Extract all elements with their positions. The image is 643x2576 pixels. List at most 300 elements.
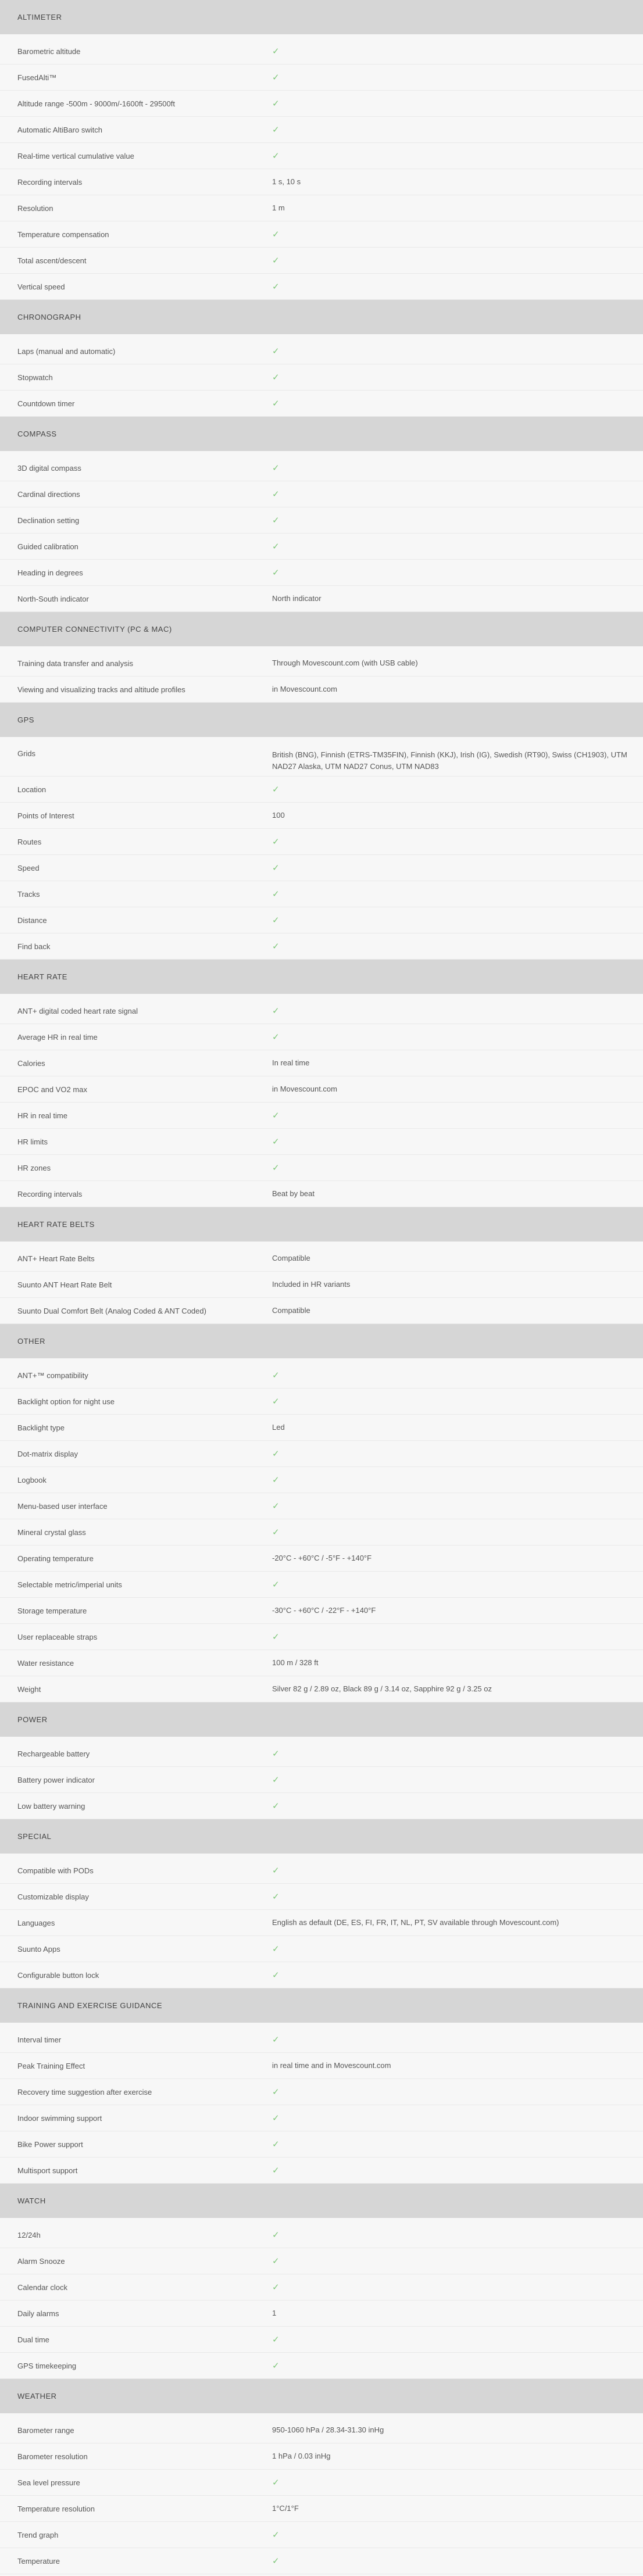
spec-label: HR in real time xyxy=(17,1111,67,1120)
spec-value: in real time and in Movescount.com xyxy=(272,2061,391,2070)
check-icon: ✓ xyxy=(272,1500,280,1511)
spec-row xyxy=(0,803,643,829)
spec-row xyxy=(0,1519,643,1545)
spec-label: Rechargeable battery xyxy=(17,1749,90,1758)
spec-row xyxy=(0,1741,643,1767)
check-icon: ✓ xyxy=(272,914,280,925)
check-icon xyxy=(272,150,643,162)
check-icon xyxy=(272,281,643,293)
spec-label: Peak Training Effect xyxy=(17,2061,85,2070)
spec-label: Recovery time suggestion after exercise xyxy=(17,2087,152,2096)
spec-value: 950-1060 hPa / 28.34-31.30 inHg xyxy=(272,2425,384,2434)
spec-row xyxy=(0,741,643,777)
check-icon xyxy=(272,124,643,136)
spec-label: ANT+™ compatibility xyxy=(17,1371,88,1380)
spec-label: Resolution xyxy=(17,203,53,213)
section-header: WEATHER xyxy=(0,2379,643,2413)
spec-row xyxy=(0,2300,643,2327)
spec-row xyxy=(0,1389,643,1415)
spec-section xyxy=(0,2184,643,2379)
check-icon: ✓ xyxy=(272,488,280,499)
check-icon: ✓ xyxy=(272,1943,280,1954)
section-header: SPECIAL xyxy=(0,1819,643,1854)
spec-row xyxy=(0,2079,643,2105)
spec-label: Indoor swimming support xyxy=(17,2113,102,2123)
check-icon xyxy=(272,1448,643,1460)
check-icon xyxy=(272,2164,643,2177)
spec-label: Selectable metric/imperial units xyxy=(17,1580,122,1589)
spec-row xyxy=(0,998,643,1024)
check-icon xyxy=(272,541,643,553)
check-icon: ✓ xyxy=(272,1474,280,1485)
spec-row xyxy=(0,1076,643,1103)
check-icon: ✓ xyxy=(272,398,280,409)
spec-row xyxy=(0,364,643,391)
check-icon: ✓ xyxy=(272,1631,280,1642)
spec-label: Find back xyxy=(17,942,51,951)
spec-value: Led xyxy=(272,1423,285,1432)
spec-row xyxy=(0,1415,643,1441)
spec-row xyxy=(0,1598,643,1624)
spec-label: Configurable button lock xyxy=(17,1970,99,1980)
check-icon xyxy=(272,1526,643,1539)
check-icon: ✓ xyxy=(272,2034,280,2045)
spec-section xyxy=(0,2379,643,2574)
spec-row xyxy=(0,221,643,248)
spec-value: English as default (DE, ES, FI, FR, IT, NL, PT, SV available through Movescount.com) xyxy=(272,1918,559,1927)
check-icon: ✓ xyxy=(272,1865,280,1876)
spec-label: Countdown timer xyxy=(17,399,75,408)
spec-row xyxy=(0,1441,643,1467)
check-icon: ✓ xyxy=(272,1448,280,1459)
check-icon xyxy=(272,1474,643,1486)
check-icon xyxy=(272,940,643,953)
spec-section xyxy=(0,1324,643,1702)
spec-label: Dot-matrix display xyxy=(17,1449,78,1458)
spec-label: Menu-based user interface xyxy=(17,1501,108,1511)
spec-row xyxy=(0,169,643,195)
spec-label: Bike Power support xyxy=(17,2139,83,2149)
check-icon: ✓ xyxy=(272,1579,280,1590)
check-icon xyxy=(272,888,643,900)
spec-section xyxy=(0,1988,643,2184)
spec-label: ANT+ Heart Rate Belts xyxy=(17,1254,95,1263)
spec-label: Distance xyxy=(17,915,47,925)
check-icon xyxy=(272,2281,643,2294)
spec-row xyxy=(0,677,643,703)
spec-label: Barometric altitude xyxy=(17,46,81,56)
spec-label: Barometer range xyxy=(17,2425,74,2435)
check-icon: ✓ xyxy=(272,1162,280,1173)
spec-label: FusedAlti™ xyxy=(17,73,57,82)
section-header: POWER xyxy=(0,1702,643,1737)
check-icon: ✓ xyxy=(272,2334,280,2345)
check-icon: ✓ xyxy=(272,2477,280,2488)
spec-section xyxy=(0,1207,643,1324)
spec-row xyxy=(0,338,643,364)
spec-row xyxy=(0,248,643,274)
spec-row xyxy=(0,2522,643,2548)
spec-label: Automatic AltiBaro switch xyxy=(17,125,102,134)
spec-label: Logbook xyxy=(17,1475,47,1484)
spec-row xyxy=(0,143,643,169)
spec-section xyxy=(0,300,643,417)
check-icon xyxy=(272,1943,643,1955)
spec-row xyxy=(0,2496,643,2522)
check-icon xyxy=(272,1500,643,1512)
spec-row xyxy=(0,1545,643,1572)
spec-label: Recording intervals xyxy=(17,177,83,187)
spec-label: Points of Interest xyxy=(17,811,74,820)
spec-value: 1 hPa / 0.03 inHg xyxy=(272,2452,331,2460)
check-icon: ✓ xyxy=(272,281,280,292)
spec-row xyxy=(0,1050,643,1076)
spec-value: Silver 82 g / 2.89 oz, Black 89 g / 3.14 oz, Sapphire 92 g / 3.25 oz xyxy=(272,1684,492,1693)
spec-label: Heading in degrees xyxy=(17,568,83,577)
spec-row xyxy=(0,91,643,117)
check-icon: ✓ xyxy=(272,1891,280,1902)
spec-row xyxy=(0,38,643,65)
spec-row xyxy=(0,117,643,143)
spec-row xyxy=(0,855,643,881)
spec-label: HR zones xyxy=(17,1163,51,1172)
spec-label: 3D digital compass xyxy=(17,463,81,473)
spec-label: Guided calibration xyxy=(17,542,78,551)
check-icon xyxy=(272,488,643,500)
check-icon: ✓ xyxy=(272,1800,280,1811)
spec-row xyxy=(0,1910,643,1936)
spec-value: In real time xyxy=(272,1058,310,1067)
spec-row xyxy=(0,1793,643,1819)
spec-row xyxy=(0,2222,643,2248)
check-icon xyxy=(272,1891,643,1903)
spec-label: Suunto ANT Heart Rate Belt xyxy=(17,1280,112,1289)
check-icon: ✓ xyxy=(272,783,280,795)
section-header: GPS xyxy=(0,703,643,737)
spec-label: Training data transfer and analysis xyxy=(17,659,133,668)
check-icon xyxy=(272,371,643,384)
spec-row xyxy=(0,650,643,677)
check-icon: ✓ xyxy=(272,567,280,578)
check-icon xyxy=(272,1969,643,1981)
check-icon: ✓ xyxy=(272,150,280,161)
spec-row xyxy=(0,1962,643,1988)
check-icon: ✓ xyxy=(272,514,280,525)
spec-label: Average HR in real time xyxy=(17,1032,98,1042)
spec-label: Calories xyxy=(17,1058,45,1068)
spec-section xyxy=(0,703,643,960)
check-icon: ✓ xyxy=(272,228,280,239)
spec-row xyxy=(0,1858,643,1884)
spec-section xyxy=(0,1702,643,1819)
spec-row xyxy=(0,1298,643,1324)
spec-row xyxy=(0,455,643,481)
section-header: COMPASS xyxy=(0,417,643,451)
check-icon: ✓ xyxy=(272,2138,280,2149)
check-icon: ✓ xyxy=(272,1005,280,1016)
check-icon: ✓ xyxy=(272,1136,280,1147)
spec-label: EPOC and VO2 max xyxy=(17,1085,87,1094)
section-header: CHRONOGRAPH xyxy=(0,300,643,334)
spec-section xyxy=(0,960,643,1207)
spec-row xyxy=(0,2248,643,2274)
check-icon: ✓ xyxy=(272,2255,280,2266)
spec-label: Customizable display xyxy=(17,1892,89,1901)
spec-row xyxy=(0,1676,643,1702)
check-icon xyxy=(272,98,643,110)
check-icon: ✓ xyxy=(272,1969,280,1980)
check-icon xyxy=(272,2086,643,2098)
spec-row xyxy=(0,65,643,91)
check-icon: ✓ xyxy=(272,1774,280,1785)
spec-section xyxy=(0,417,643,612)
spec-value: Compatible xyxy=(272,1254,310,1262)
spec-label: Recording intervals xyxy=(17,1189,83,1198)
spec-value: British (BNG), Finnish (ETRS-TM35FIN), Finnish (KKJ), Irish (IG), Swedish (RT90), Swiss (CH1903), UTM NAD27 Alaska, UTM NAD27 Conus, UTM NAD83 xyxy=(272,750,627,771)
check-icon xyxy=(272,1579,643,1591)
check-icon xyxy=(272,45,643,58)
spec-label: Suunto Dual Comfort Belt (Analog Coded & ANT Coded) xyxy=(17,1306,206,1315)
spec-row xyxy=(0,1362,643,1389)
check-icon xyxy=(272,1162,643,1174)
spec-label: Viewing and visualizing tracks and altitude profiles xyxy=(17,685,185,694)
section-header: COMPUTER CONNECTIVITY (PC & MAC) xyxy=(0,612,643,646)
spec-value: in Movescount.com xyxy=(272,1085,337,1093)
spec-label: Storage temperature xyxy=(17,1606,87,1615)
spec-row xyxy=(0,2105,643,2131)
check-icon xyxy=(272,862,643,874)
spec-row xyxy=(0,1624,643,1650)
spec-row xyxy=(0,274,643,300)
check-icon xyxy=(272,2529,643,2541)
spec-row xyxy=(0,907,643,933)
spec-label: Cardinal directions xyxy=(17,489,80,499)
section-header: OTHER xyxy=(0,1324,643,1358)
check-icon: ✓ xyxy=(272,2555,280,2566)
spec-label: Declination setting xyxy=(17,516,80,525)
check-icon xyxy=(272,1136,643,1148)
spec-label: Speed xyxy=(17,863,40,872)
check-icon xyxy=(272,1631,643,1643)
spec-label: Vertical speed xyxy=(17,282,65,291)
spec-row xyxy=(0,2274,643,2300)
check-icon: ✓ xyxy=(272,1110,280,1121)
check-icon xyxy=(272,2112,643,2124)
spec-row xyxy=(0,1650,643,1676)
spec-row xyxy=(0,1181,643,1207)
spec-label: Operating temperature xyxy=(17,1554,94,1563)
spec-row xyxy=(0,534,643,560)
spec-row xyxy=(0,2158,643,2184)
check-icon: ✓ xyxy=(272,124,280,135)
spec-row xyxy=(0,933,643,960)
spec-row xyxy=(0,195,643,221)
spec-value: 1 xyxy=(272,2309,277,2317)
check-icon: ✓ xyxy=(272,2164,280,2176)
spec-label: Grids xyxy=(17,749,36,758)
spec-label: Laps (manual and automatic) xyxy=(17,346,116,356)
check-icon: ✓ xyxy=(272,98,280,109)
spec-row xyxy=(0,1155,643,1181)
spec-row xyxy=(0,881,643,907)
spec-label: Total ascent/descent xyxy=(17,256,87,265)
check-icon xyxy=(272,2255,643,2267)
check-icon xyxy=(272,2334,643,2346)
spec-label: HR limits xyxy=(17,1137,48,1146)
spec-row xyxy=(0,1246,643,1272)
spec-label: Altitude range -500m - 9000m/-1600ft - 29500ft xyxy=(17,99,175,108)
spec-label: Water resistance xyxy=(17,1658,74,1668)
check-icon: ✓ xyxy=(272,836,280,847)
spec-row xyxy=(0,829,643,855)
spec-label: Temperature resolution xyxy=(17,2504,95,2513)
check-icon: ✓ xyxy=(272,1396,280,1407)
spec-label: Suunto Apps xyxy=(17,1944,60,1954)
spec-label: North-South indicator xyxy=(17,594,89,603)
check-icon xyxy=(272,1800,643,1812)
spec-row xyxy=(0,1272,643,1298)
spec-label: Interval timer xyxy=(17,2035,62,2044)
spec-label: Tracks xyxy=(17,889,40,899)
check-icon xyxy=(272,567,643,579)
spec-label: Sea level pressure xyxy=(17,2478,80,2487)
spec-value: Included in HR variants xyxy=(272,1280,351,1289)
spec-row xyxy=(0,481,643,507)
spec-row xyxy=(0,1493,643,1519)
check-icon xyxy=(272,1369,643,1382)
spec-value: 100 m / 328 ft xyxy=(272,1658,319,1667)
spec-row xyxy=(0,1572,643,1598)
spec-row xyxy=(0,507,643,534)
spec-row xyxy=(0,2327,643,2353)
check-icon: ✓ xyxy=(272,1369,280,1380)
spec-label: Daily alarms xyxy=(17,2309,59,2318)
check-icon: ✓ xyxy=(272,2229,280,2240)
check-icon: ✓ xyxy=(272,1748,280,1759)
spec-row xyxy=(0,1936,643,1962)
spec-row xyxy=(0,560,643,586)
spec-value: 1 m xyxy=(272,203,285,212)
spec-label: Weight xyxy=(17,1684,41,1694)
check-icon xyxy=(272,514,643,527)
check-icon xyxy=(272,398,643,410)
check-icon: ✓ xyxy=(272,2086,280,2097)
spec-label: Backlight type xyxy=(17,1423,65,1432)
spec-row xyxy=(0,777,643,803)
spec-label: Dual time xyxy=(17,2335,49,2344)
section-header: TRAINING AND EXERCISE GUIDANCE xyxy=(0,1988,643,2023)
spec-row xyxy=(0,1767,643,1793)
spec-label: Mineral crystal glass xyxy=(17,1527,86,1537)
spec-row xyxy=(0,1884,643,1910)
spec-section xyxy=(0,612,643,703)
check-icon xyxy=(272,1748,643,1760)
spec-label: Multisport support xyxy=(17,2166,78,2175)
check-icon xyxy=(272,836,643,848)
spec-section xyxy=(0,0,643,300)
check-icon: ✓ xyxy=(272,255,280,266)
check-icon xyxy=(272,914,643,926)
spec-row xyxy=(0,1024,643,1050)
check-icon: ✓ xyxy=(272,1526,280,1537)
check-icon xyxy=(272,1031,643,1043)
check-icon: ✓ xyxy=(272,888,280,899)
spec-row xyxy=(0,391,643,417)
spec-value: Beat by beat xyxy=(272,1189,315,1198)
check-icon xyxy=(272,255,643,267)
spec-label: Backlight option for night use xyxy=(17,1397,115,1406)
spec-value: North indicator xyxy=(272,594,322,603)
section-header: WATCH xyxy=(0,2184,643,2218)
spec-row xyxy=(0,2353,643,2379)
spec-row xyxy=(0,1467,643,1493)
spec-row xyxy=(0,2417,643,2443)
spec-label: Low battery warning xyxy=(17,1801,85,1811)
spec-row xyxy=(0,586,643,612)
spec-label: Trend graph xyxy=(17,2530,59,2539)
spec-label: Languages xyxy=(17,1918,55,1927)
check-icon: ✓ xyxy=(272,45,280,56)
spec-value: 100 xyxy=(272,811,285,820)
spec-label: Location xyxy=(17,785,47,794)
spec-value: in Movescount.com xyxy=(272,685,337,693)
spec-value: Through Movescount.com (with USB cable) xyxy=(272,659,418,667)
spec-label: Real-time vertical cumulative value xyxy=(17,151,134,160)
section-header: HEART RATE BELTS xyxy=(0,1207,643,1242)
spec-label: Stopwatch xyxy=(17,373,53,382)
check-icon: ✓ xyxy=(272,371,280,382)
spec-value: -30°C - +60°C / -22°F - +140°F xyxy=(272,1606,376,1615)
spec-value: Compatible xyxy=(272,1306,310,1315)
check-icon xyxy=(272,228,643,241)
check-icon xyxy=(272,2034,643,2046)
check-icon: ✓ xyxy=(272,862,280,873)
check-icon: ✓ xyxy=(272,2281,280,2292)
spec-label: ANT+ digital coded heart rate signal xyxy=(17,1006,138,1015)
check-icon: ✓ xyxy=(272,940,280,951)
check-icon xyxy=(272,2477,643,2489)
check-icon: ✓ xyxy=(272,1031,280,1042)
check-icon xyxy=(272,345,643,357)
check-icon xyxy=(272,2138,643,2151)
check-icon: ✓ xyxy=(272,71,280,83)
spec-label: Temperature compensation xyxy=(17,230,109,239)
spec-label: Alarm Snooze xyxy=(17,2256,65,2266)
spec-row xyxy=(0,2470,643,2496)
spec-label: Routes xyxy=(17,837,42,846)
spec-label: User replaceable straps xyxy=(17,1632,98,1641)
check-icon: ✓ xyxy=(272,2529,280,2540)
spec-label: Battery power indicator xyxy=(17,1775,95,1784)
spec-value: -20°C - +60°C / -5°F - +140°F xyxy=(272,1554,372,1562)
spec-label: 12/24h xyxy=(17,2230,41,2239)
check-icon xyxy=(272,1110,643,1122)
check-icon xyxy=(272,2229,643,2241)
spec-row xyxy=(0,1129,643,1155)
check-icon xyxy=(272,1865,643,1877)
spec-row xyxy=(0,1103,643,1129)
spec-label: Temperature xyxy=(17,2556,60,2566)
spec-row xyxy=(0,2027,643,2053)
check-icon: ✓ xyxy=(272,462,280,473)
section-header: HEART RATE xyxy=(0,960,643,994)
spec-section xyxy=(0,1819,643,1988)
spec-row xyxy=(0,2131,643,2158)
check-icon xyxy=(272,71,643,84)
check-icon xyxy=(272,1005,643,1017)
check-icon xyxy=(272,1774,643,1786)
check-icon xyxy=(272,1396,643,1408)
